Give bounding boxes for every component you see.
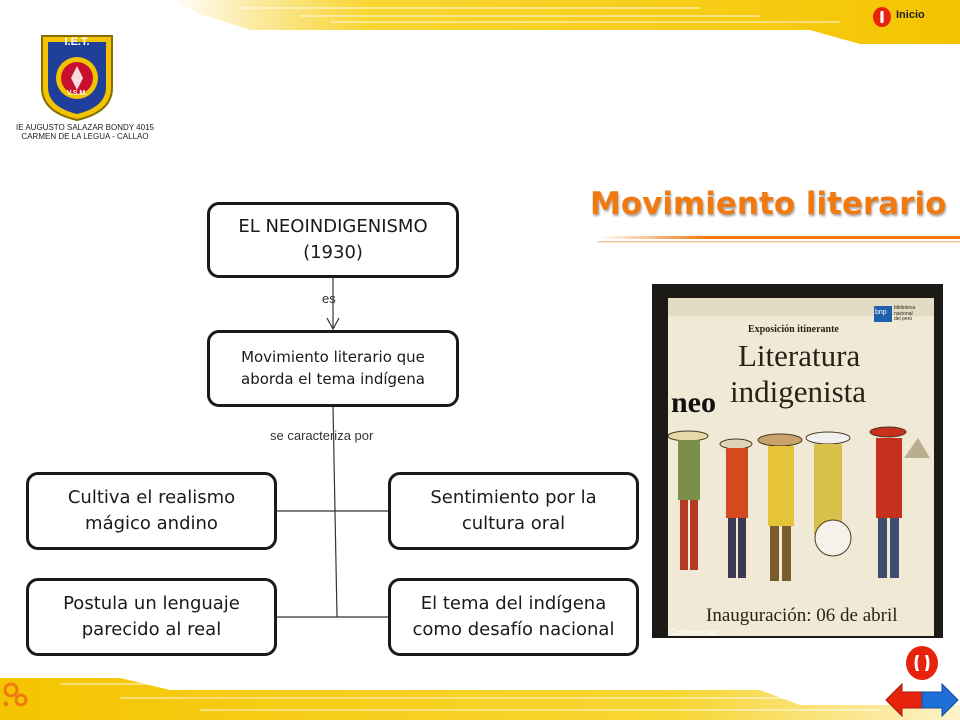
arrow-right-icon[interactable] [920, 682, 960, 718]
crest-subtitle: V.S.M. [66, 90, 88, 97]
poster-badge-caption: biblioteca nacional del perú [894, 305, 916, 322]
node-realismo-magico-text: Cultiva el realismo mágico andino [67, 486, 236, 534]
node-cultura-oral-text: Sentimiento por la cultura oral [430, 486, 597, 534]
poster-canvas [668, 298, 934, 636]
node-definition [207, 330, 459, 407]
node-realismo-magico [26, 472, 277, 550]
page-title: Movimiento literario [590, 186, 947, 222]
school-caption: IE AUGUSTO SALAZAR BONDY 4015 CARMEN DE LA LEGUA - CALLAO [16, 123, 154, 142]
poster-title-line1: Literatura [738, 338, 861, 373]
inicio-link[interactable]: Inicio [896, 9, 925, 21]
node-cultura-oral [388, 472, 639, 550]
poster-badge-text: bnp [875, 309, 887, 316]
node-definition-text: Movimiento literario que aborda el tema indígena [241, 347, 425, 388]
poster-title-prefix: neo [671, 386, 716, 419]
arrow-left-icon[interactable] [884, 682, 924, 718]
poster-title-line2: indigenista [730, 374, 867, 409]
node-lenguaje-real-text: Postula un lenguaje parecido al real [63, 592, 240, 640]
connector-label-es: es [322, 291, 336, 306]
crest-title: I.E.T. [64, 36, 90, 48]
node-desafio-nacional [388, 578, 639, 656]
poster-illustration [668, 418, 934, 608]
node-desafio-nacional-text: El tema del indígena como desafío nacional [412, 592, 615, 640]
node-lenguaje-real [26, 578, 277, 656]
decorative-swirl-icon [2, 680, 30, 710]
connector-label-caracteriza: se caracteriza por [270, 428, 374, 443]
poster-heading: Exposición itinerante [748, 324, 839, 335]
poster-inauguration: Inauguración: 06 de abril [706, 605, 898, 626]
back-icon[interactable] [905, 645, 939, 681]
node-neoindigenismo-text: EL NEOINDIGENISMO (1930) [238, 215, 428, 263]
poster-footer: Conferencias: [670, 628, 720, 636]
node-neoindigenismo [207, 202, 459, 278]
